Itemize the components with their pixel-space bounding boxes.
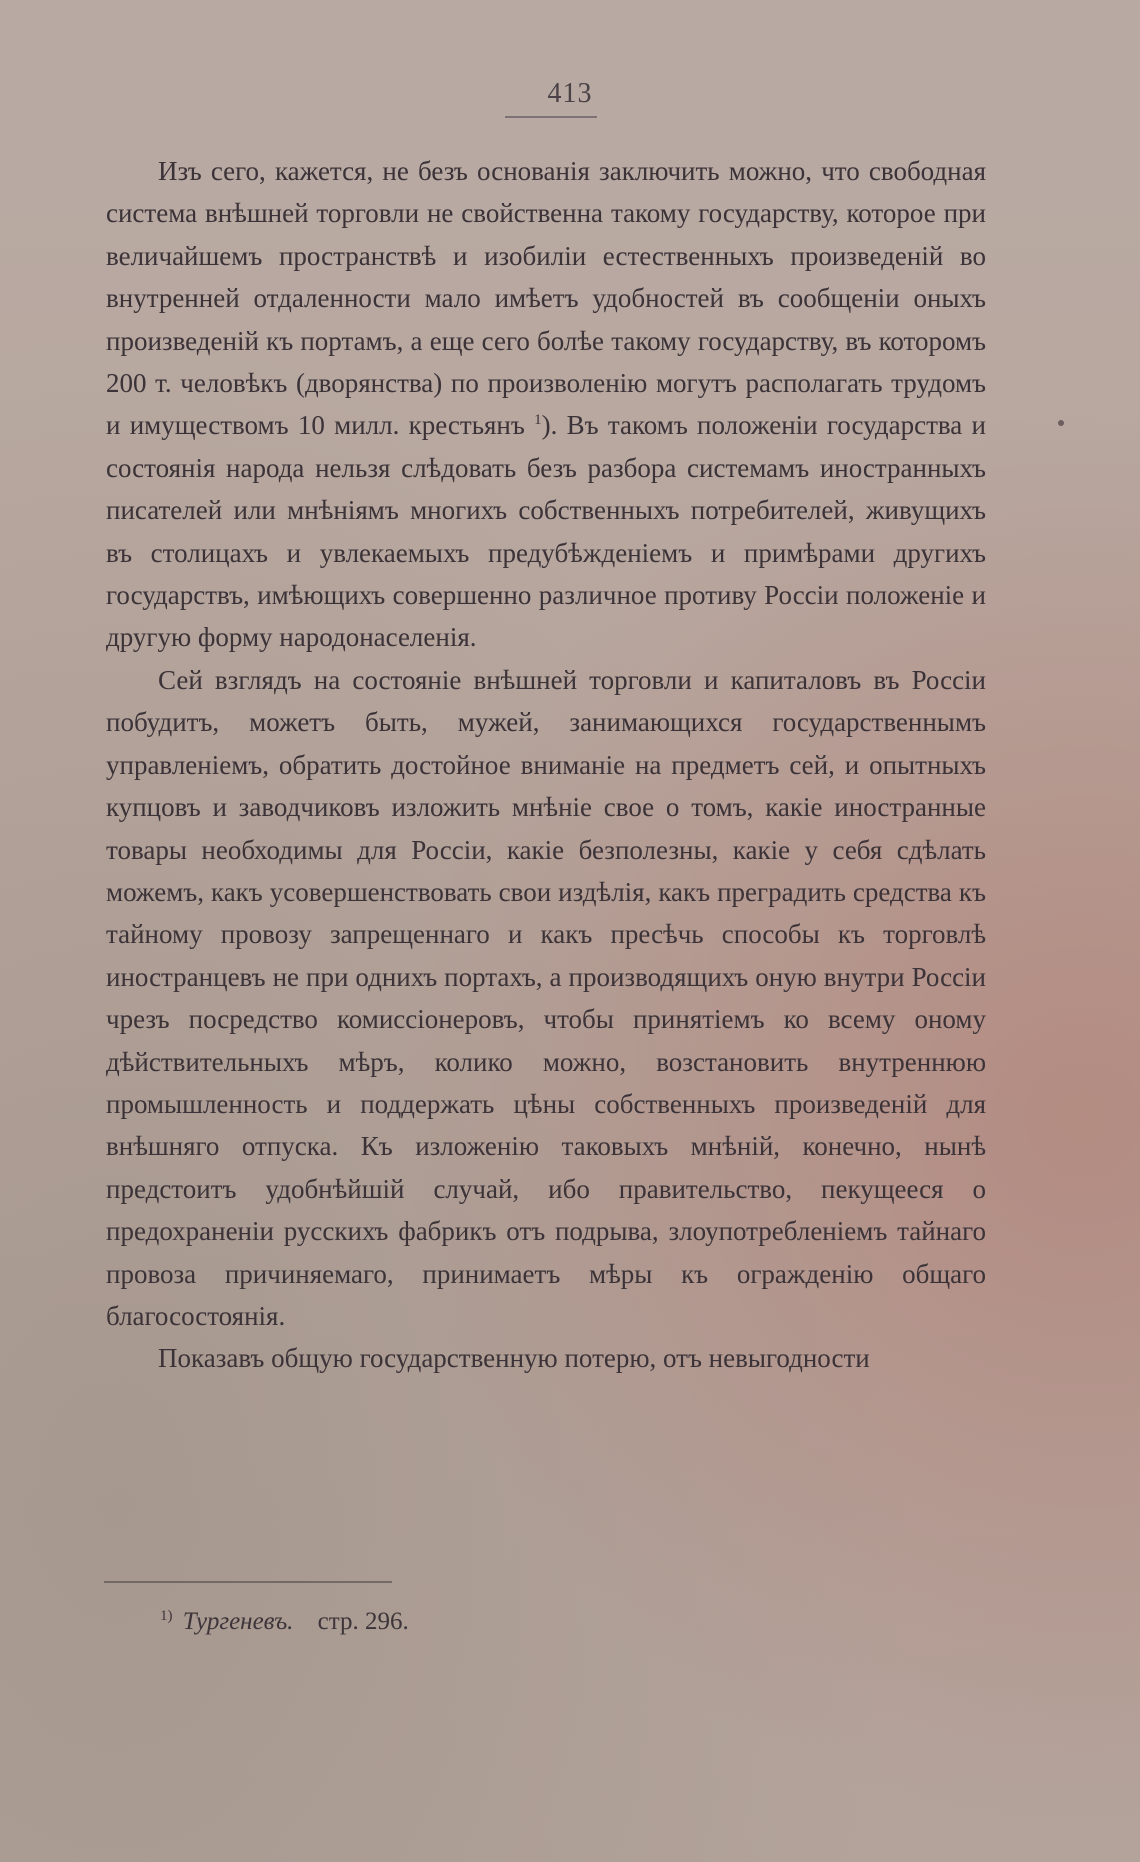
- page-number: 413: [547, 78, 593, 109]
- page-number-rule: [505, 116, 597, 118]
- paragraph-3: Показавъ общую государственную потерю, отъ невыгодности: [158, 1343, 870, 1374]
- paragraph-1-text: Изъ сего, кажется, не безъ основанія заключить можно, что свободная система внѣшней торговли не свойственна такому государству, которое при величайшемъ пространствѣ и изобиліи естественныхъ произведеній во внутренней отдаленности мало имѣетъ удобностей въ сообщеніи оныхъ произведеній къ портамъ, а еще сего болѣе такому государству, въ которомъ 200 т. человѣкъ (дворянства) по произволенію могутъ располагать трудомъ и имуществомъ 10 милл. крестьянъ: [106, 156, 986, 441]
- footnote-author: Тургеневъ.: [182, 1608, 294, 1635]
- paragraph-2: Сей взглядъ на состояніе внѣшней торговли и капиталовъ въ Россіи побудитъ, можетъ быть, мужей, занимающихся государственнымъ управленіемъ, обратить достойное вниманіе на предметъ сей, и опытныхъ купцовъ и заводчиковъ изложить мнѣніе свое о томъ, какіе иностранные товары необходимы для Россіи, какіе безполезны, какіе у себя сдѣлать можемъ, какъ усовершенствовать свои издѣлія, какъ преградить средства къ тайному провозу запрещеннаго и какъ пресѣчь способы къ торговлѣ иностранцевъ не при однихъ портахъ, а производящихъ оную внутри Россіи чрезъ посредство комиссіонеровъ, чтобы принятіемъ ко всему оному дѣйствительныхъ мѣръ, колико можно, возстановить внутреннюю промышленность и поддержать цѣны собственныхъ произведеній для внѣшняго отпуска. Къ изложенію таковыхъ мнѣній, конечно, нынѣ предстоитъ удобнѣйшій случай, ибо правительство, пекущееся о предохраненіи русскихъ фабрикъ отъ подрыва, злоупотребленіемъ тайнаго провоза причиняемаго, принимаетъ мѣры къ огражденію общаго благосостоянія.: [106, 664, 986, 1331]
- footnote-rule: [104, 1581, 392, 1583]
- scan-speck: [1058, 420, 1064, 426]
- footnote-reference-text: стр. 296.: [317, 1608, 409, 1635]
- footnote-reference[interactable]: 1: [534, 412, 542, 429]
- paragraph-1-text-continued: ). Въ такомъ положеніи государства и состоянія народа нельзя слѣдовать безъ разбора системамъ иностранныхъ писателей или мнѣніямъ многихъ собственныхъ потребителей, живущихъ въ столицахъ и увлекаемыхъ предубѣжденіемъ и примѣрами другихъ государствъ, имѣющихъ совершенно различное противу Россіи положеніе и другую форму народонаселенія.: [106, 410, 987, 653]
- footnote-mark: 1): [160, 1607, 173, 1624]
- footnote: [160, 1608, 409, 1636]
- paragraph-1: [106, 150, 986, 659]
- body-text: [106, 150, 986, 1380]
